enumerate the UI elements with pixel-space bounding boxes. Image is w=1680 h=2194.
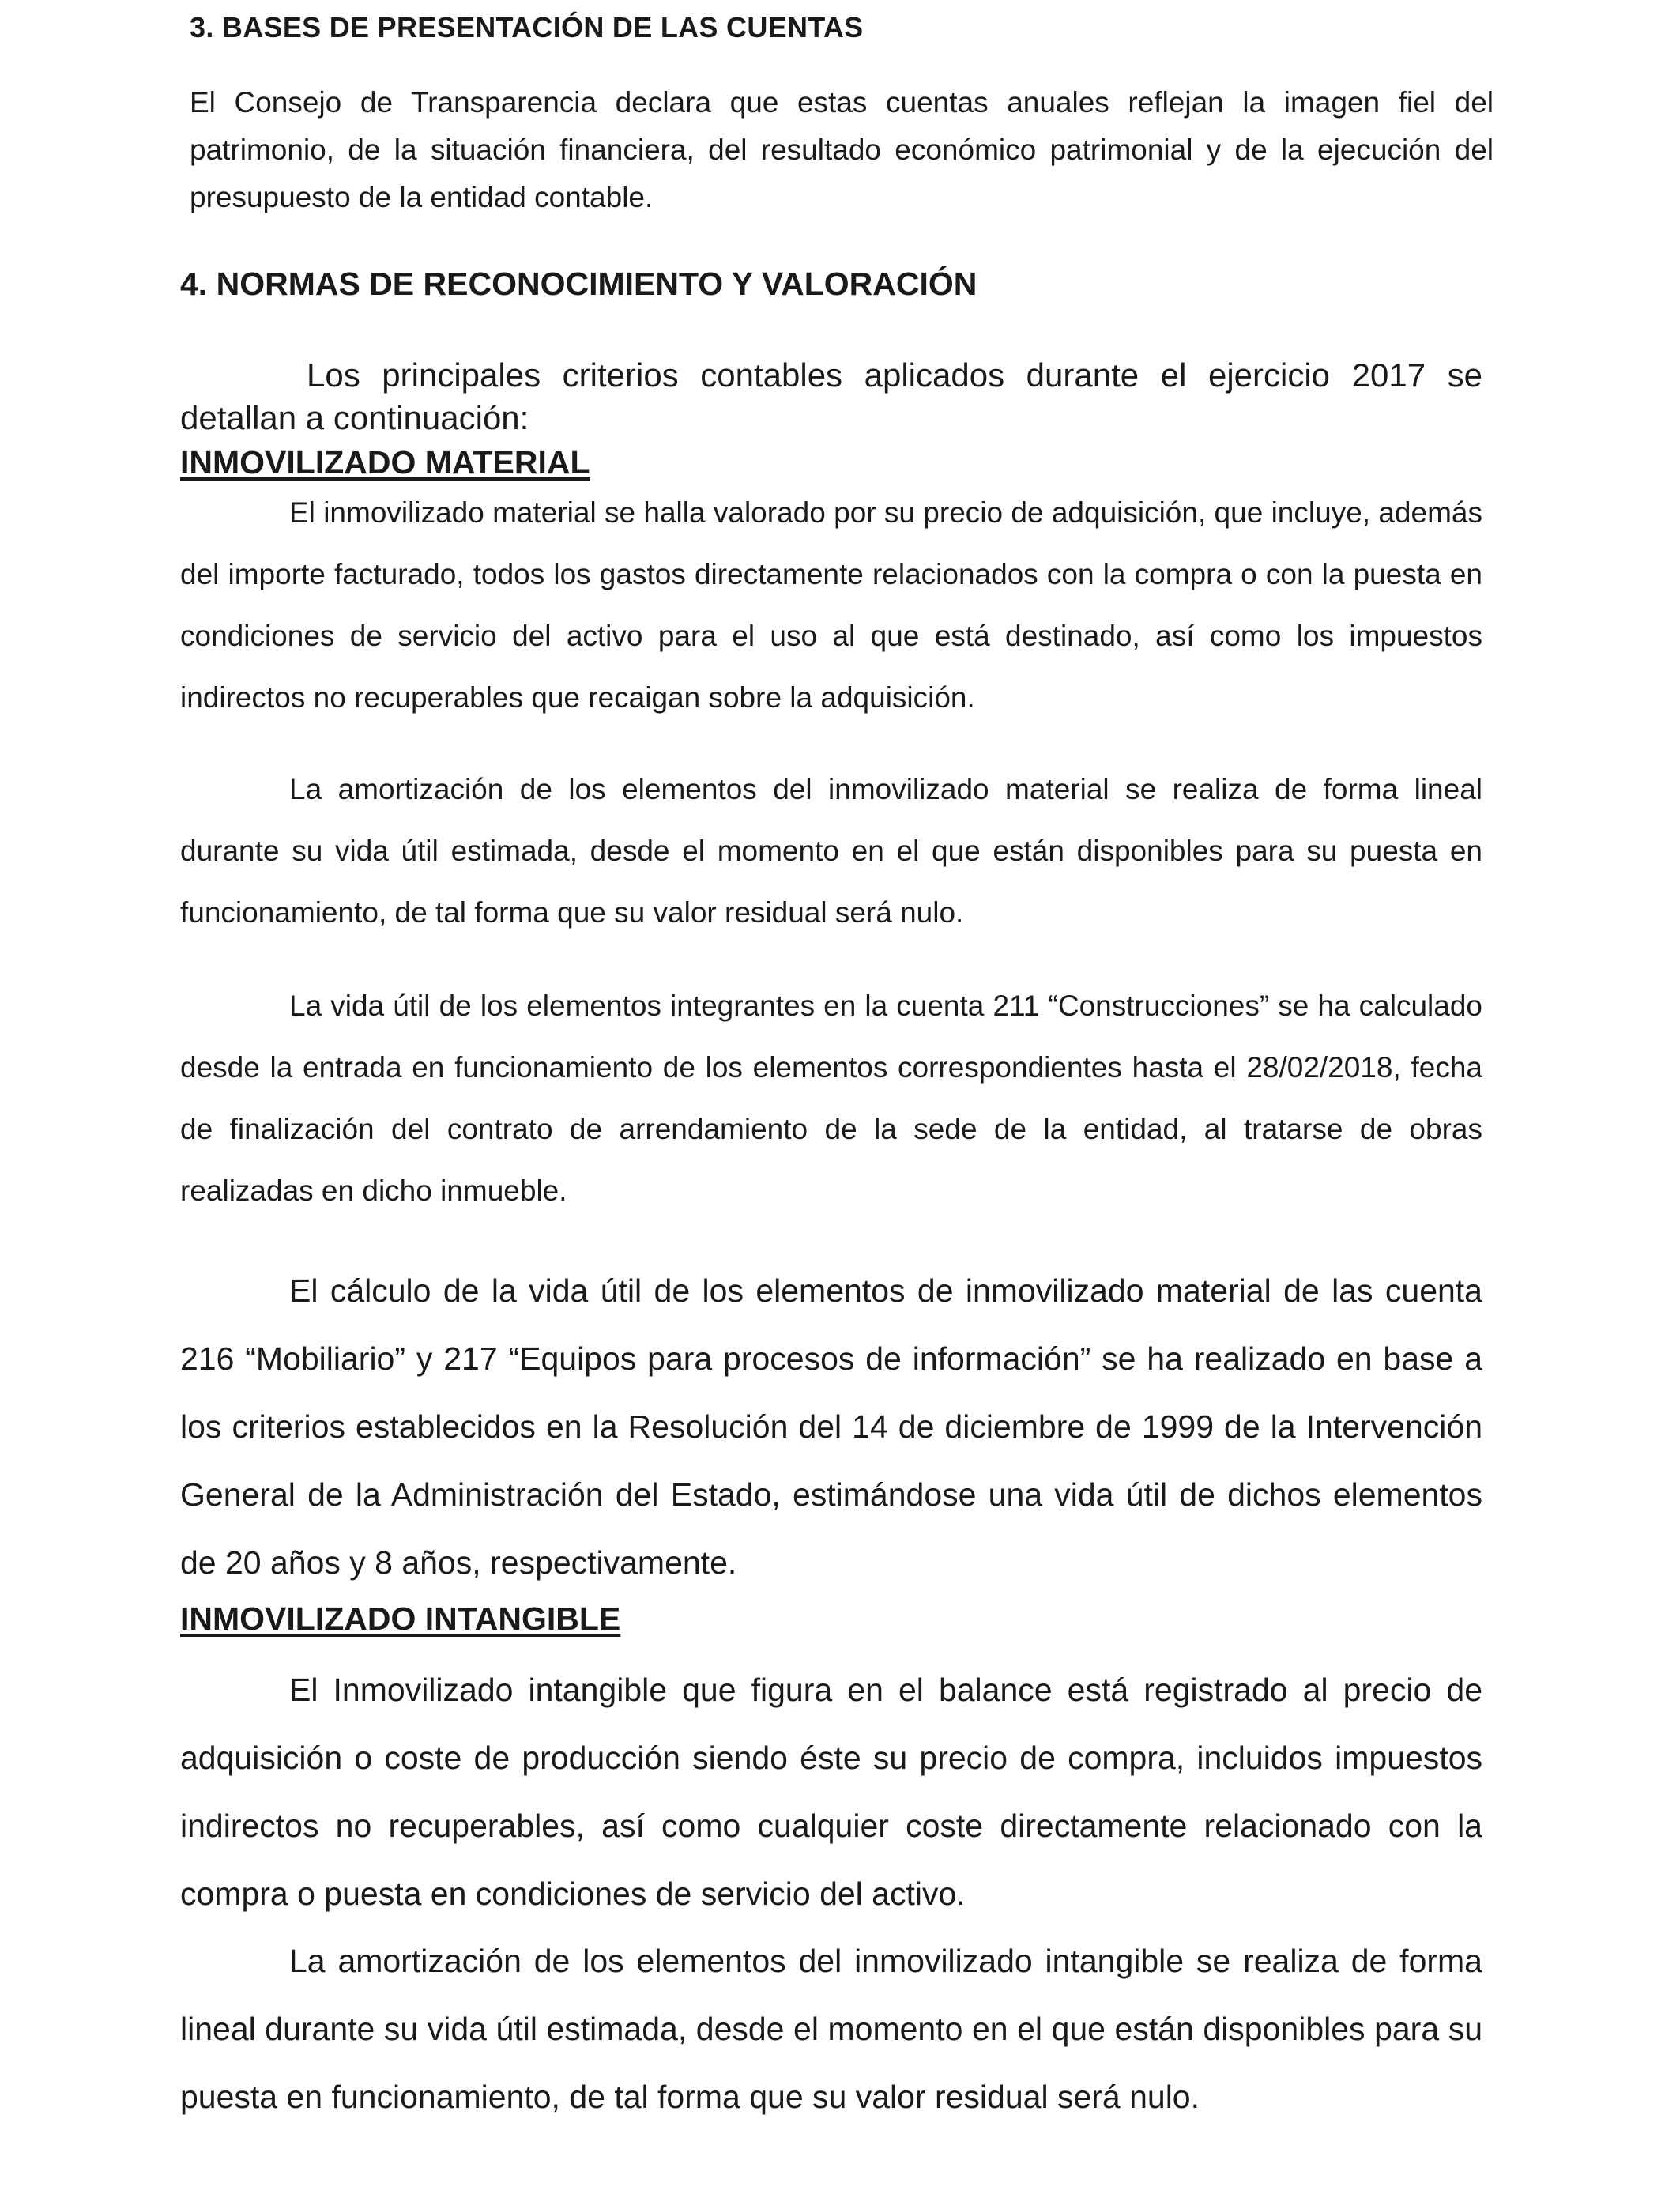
section-4-intro	[180, 354, 1482, 439]
inmovilizado-material-title: INMOVILIZADO MATERIAL	[180, 444, 590, 481]
intro-line-1: Los principales criterios contables aplicados durante el ejercicio 2017 se	[307, 356, 1482, 394]
intangible-paragraph-1: El Inmovilizado intangible que figura en el balance está registrado al precio de adquisición o coste de producción siendo éste su precio de compra, incluidos impuestos indirectos no recuperables, así como cualquier coste directamente relacionado con la compra o puesta en condiciones de servicio del activo.	[180, 1672, 1482, 1912]
section-3-heading: 3. BASES DE PRESENTACIÓN DE LAS CUENTAS	[190, 11, 864, 43]
section-3-paragraph: El Consejo de Transparencia declara que estas cuentas anuales reflejan la imagen fiel del patrimonio, de la situación financiera, del resultado económico patrimonial y de la ejecución del presupuesto de la entidad contable.	[190, 86, 1494, 213]
intro-line-2: detallan a continuación:	[180, 399, 529, 436]
material-paragraph-2: La amortización de los elementos del inmovilizado material se realiza de forma lineal durante su vida útil estimada, desde el momento en el que están disponibles para su puesta en funcionamiento, de tal forma que su valor residual será nulo.	[180, 773, 1482, 929]
material-paragraph-4: El cálculo de la vida útil de los elementos de inmovilizado material de las cuenta 216 “Mobiliario” y 217 “Equipos para procesos de información” se ha realizado en base a los criterios establecidos en la Resolución del 14 de diciembre de 1999 de la Intervención General de la Administración del Estado, estimándose una vida útil de dichos elementos de 20 años y 8 años, respectivamente.	[180, 1272, 1482, 1581]
material-paragraph-1: El inmovilizado material se halla valorado por su precio de adquisición, que incluye, además del importe facturado, todos los gastos directamente relacionados con la compra o con la puesta en condiciones de servicio del activo para el uso al que está destinado, así como los impuestos indirectos no recuperables que recaigan sobre la adquisición.	[180, 496, 1482, 714]
inmovilizado-intangible-title: INMOVILIZADO INTANGIBLE	[180, 1600, 621, 1637]
material-paragraph-3: La vida útil de los elementos integrantes en la cuenta 211 “Construcciones” se ha calculado desde la entrada en funcionamiento de los elementos correspondientes hasta el 28/02/2018, fecha de finalización del contrato de arrendamiento de la sede de la entidad, al tratarse de obras realizadas en dicho inmueble.	[180, 990, 1482, 1207]
section-4-heading: 4. NORMAS DE RECONOCIMIENTO Y VALORACIÓN	[180, 266, 977, 302]
intangible-paragraph-2: La amortización de los elementos del inmovilizado intangible se realiza de forma lineal durante su vida útil estimada, desde el momento en el que están disponibles para su puesta en funcionamiento, de tal forma que su valor residual será nulo.	[180, 1943, 1482, 2115]
